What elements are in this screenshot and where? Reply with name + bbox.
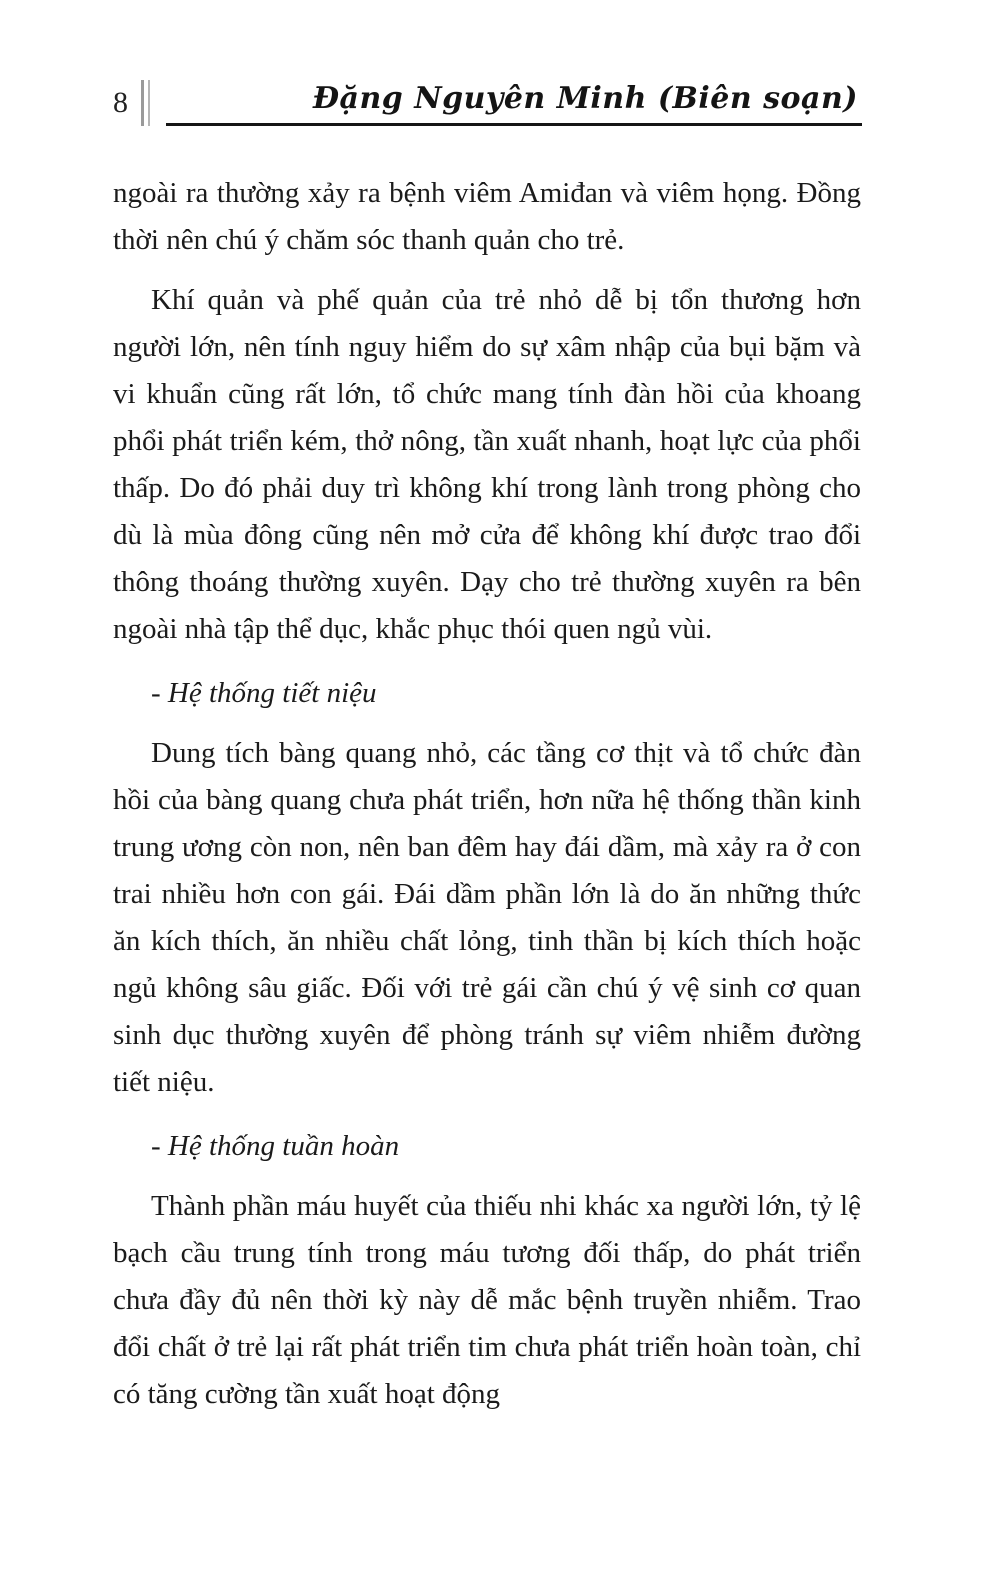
section-heading-urinary-system: - Hệ thống tiết niệu bbox=[151, 677, 377, 709]
paragraph: Thành phần máu huyết của thiếu nhi khác xa người lớn, tỷ lệ bạch cầu trung tính trong máu tương đối thấp, do phát triển chưa đầy đủ nên thời kỳ này dễ mắc bệnh truyền nhiễm. Trao đổi chất ở trẻ lại rất phát triển tim chưa phát triển hoàn toàn, chỉ có tăng cường tần xuất hoạt động bbox=[113, 1190, 861, 1410]
paragraph: ngoài ra thường xảy ra bệnh viêm Amiđan và viêm họng. Đồng thời nên chú ý chăm sóc thanh quản cho trẻ. bbox=[113, 177, 861, 256]
page-number: 8 bbox=[113, 86, 128, 119]
page-header bbox=[113, 80, 862, 126]
header-main bbox=[166, 81, 862, 126]
header-rule bbox=[166, 123, 862, 126]
header-double-bar-ornament bbox=[141, 80, 150, 126]
page-body bbox=[113, 170, 861, 1418]
paragraph: Dung tích bàng quang nhỏ, các tầng cơ thịt và tổ chức đàn hồi của bàng quang chưa phát triển, hơn nữa hệ thống thần kinh trung ương còn non, nên ban đêm hay đái dầm, mà xảy ra ở con trai nhiều hơn con gái. Đái dầm phần lớn là do ăn những thức ăn kích thích, ăn nhiều chất lỏng, tinh thần bị kích thích hoặc ngủ không sâu giấc. Đối với trẻ gái cần chú ý vệ sinh cơ quan sinh dục thường xuyên để phòng tránh sự viêm nhiễm đường tiết niệu. bbox=[113, 737, 861, 1098]
header-author-line: Đặng Nguyên Minh (Biên soạn) bbox=[312, 81, 858, 116]
paragraph: Khí quản và phế quản của trẻ nhỏ dễ bị tổn thương hơn người lớn, nên tính nguy hiểm do sự xâm nhập của bụi bặm và vi khuẩn cũng rất lớn, tổ chức mang tính đàn hồi của khoang phổi phát triển kém, thở nông, tần xuất nhanh, hoạt lực của phổi thấp. Do đó phải duy trì không khí trong lành trong phòng cho dù là mùa đông cũng nên mở cửa để không khí được trao đổi thông thoáng thường xuyên. Dạy cho trẻ thường xuyên ra bên ngoài nhà tập thể dục, khắc phục thói quen ngủ vùi. bbox=[113, 284, 861, 645]
section-heading-circulatory-system: - Hệ thống tuần hoàn bbox=[151, 1130, 400, 1162]
